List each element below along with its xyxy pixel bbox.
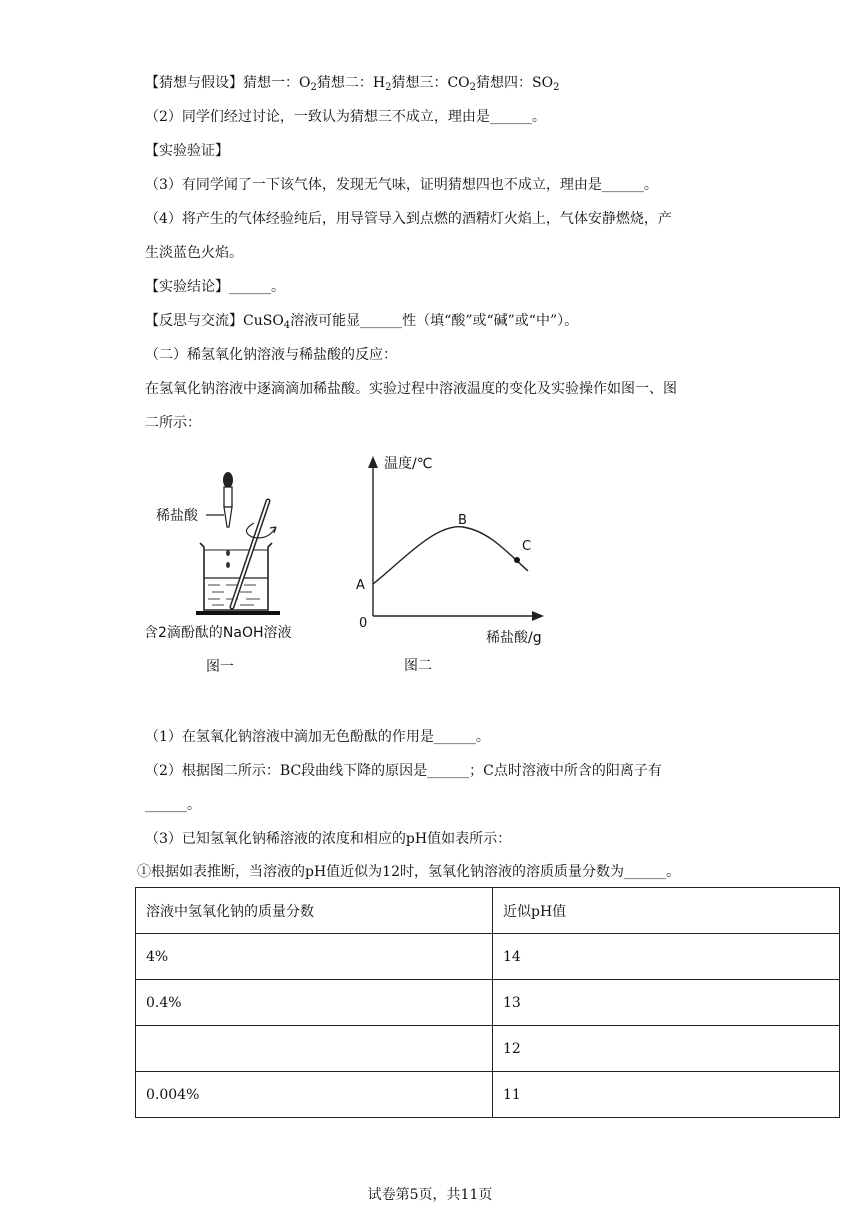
subscript: 2 [310,82,317,93]
hypothesis-tag: 【猜想与假设】 [145,75,243,91]
point-a-label: A [356,578,365,593]
beaker-base [196,611,280,615]
figure-2-caption: 图二 [404,658,432,674]
table-header-cell: 溶液中氢氧化钠的质量分数 [136,888,493,934]
reflection-line [145,311,578,331]
point-c-label: C [522,539,532,554]
drop [226,562,230,568]
hypothesis-line [145,73,559,93]
origin-label: 0 [359,616,368,631]
sub-question-3: （3）已知氢氧化钠稀溶液的浓度和相应的pH值如表所示： [145,831,512,847]
table-header-cell: 近似pH值 [493,888,840,934]
hypothesis-1: 猜想一：O [243,75,311,91]
table-cell-blank [136,1026,493,1072]
table-cell: 12 [493,1026,840,1072]
solution-label: 含2滴酚酞的NaOH溶液 [144,625,292,641]
dropper-body [224,487,232,507]
subscript: 4 [283,320,291,331]
question-3: （3）有同学闻了一下该气体，发现无气味，证明猜想四也不成立，理由是______。 [145,177,658,193]
intro-line1: 在氢氧化钠溶液中逐滴滴加稀盐酸。实验过程中溶液温度的变化及实验操作如图一、图 [145,381,677,397]
question-2: （2）同学们经过讨论，一致认为猜想三不成立，理由是______。 [145,109,546,125]
part-2-heading: （二）稀氢氧化钠溶液与稀盐酸的反应： [145,347,397,363]
subscript: 2 [553,82,560,93]
hypothesis-3: 猜想三：CO [391,75,470,91]
table-row [136,980,840,1026]
table-header-row [136,888,840,934]
sub-question-1: （1）在氢氧化钠溶液中滴加无色酚酞的作用是______。 [145,729,490,745]
subscript: 2 [469,82,477,93]
figure-1-beaker [140,465,360,680]
acid-label: 稀盐酸 [156,508,198,524]
stirring-rod-highlight [232,501,268,607]
hypothesis-4: 猜想四：SO [476,75,554,91]
conclusion-line: 【实验结论】______。 [145,279,285,295]
table-row [136,1026,840,1072]
table-cell: 14 [493,934,840,980]
reflection-text: 【反思与交流】CuSO [145,313,284,329]
hypothesis-2: 猜想二：H [316,75,386,91]
y-axis-label: 温度/℃ [384,456,433,472]
table-row [136,934,840,980]
point-c-marker [514,557,520,563]
x-axis-arrow [532,611,544,621]
table-row [136,1072,840,1118]
reflection-text-tail: 溶液可能显______性（填“酸”或“碱”或“中”）。 [290,313,579,329]
ph-table [135,887,840,1118]
page-footer: 试卷第5页，共11页 [367,1187,493,1203]
dropper-tip [224,507,232,527]
verify-heading: 【实验验证】 [145,143,229,159]
intro-line2: 二所示： [145,415,201,431]
question-4-line2: 生淡蓝色火焰。 [145,245,243,261]
sub-question-2-line2: ______。 [145,797,201,813]
dropper-bulb [223,472,233,488]
sub-question-2-line1: （2）根据图二所示：BC段曲线下降的原因是______；C点时溶液中所含的阳离子有 [145,763,662,779]
point-b-label: B [458,513,467,528]
y-axis-arrow [368,456,378,468]
drop [226,550,230,556]
table-cell: 4% [136,934,493,980]
table-cell: 13 [493,980,840,1026]
question-4-line1: （4）将产生的气体经验纯后，用导管导入到点燃的酒精灯火焰上，气体安静燃烧，产 [145,211,672,227]
sub-question-3-part-1: ①根据如表推断，当溶液的pH值近似为12时，氢氧化钠溶液的溶质质量分数为______。 [137,864,680,880]
temperature-curve [373,527,528,584]
subscript: 2 [385,82,392,93]
table-cell: 11 [493,1072,840,1118]
figure-1-caption: 图一 [206,659,234,675]
x-axis-label: 稀盐酸/g [486,630,542,646]
figure-2-temperature-curve [350,448,570,678]
table-cell: 0.4% [136,980,493,1026]
table-cell: 0.004% [136,1072,493,1118]
